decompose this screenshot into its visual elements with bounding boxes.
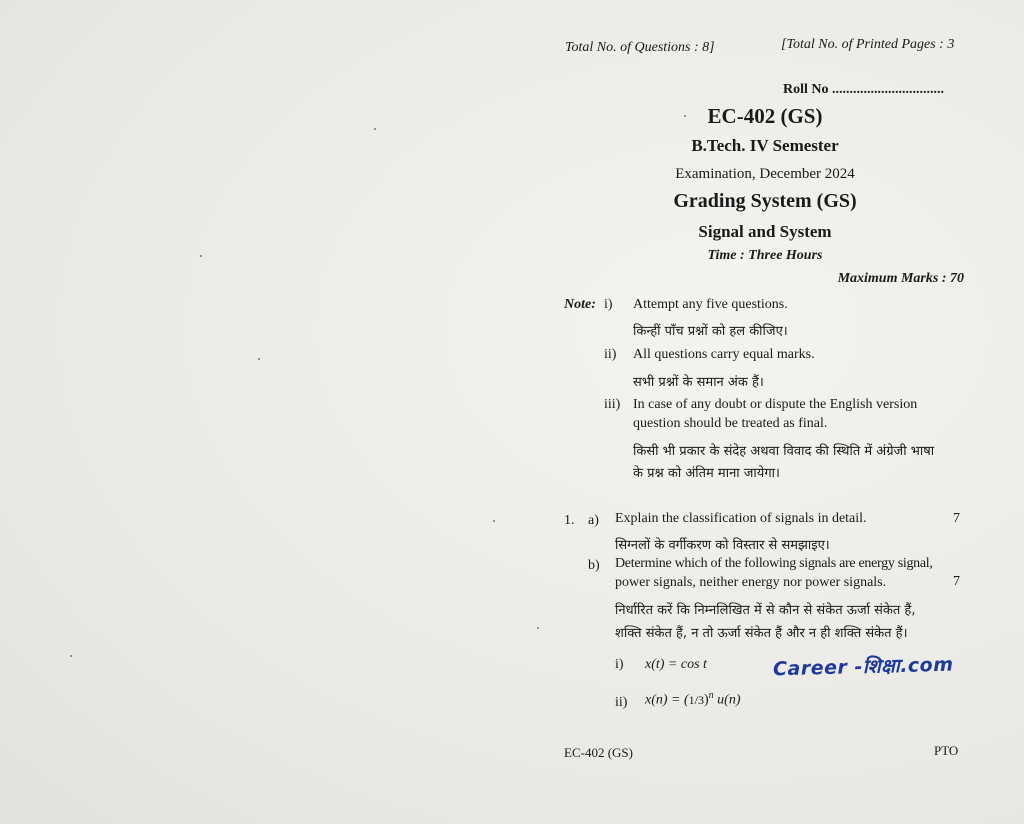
question-text-en: Determine which of the following signals are energy signal, bbox=[615, 556, 933, 571]
question-text-en: power signals, neither energy nor power signals. bbox=[615, 575, 887, 590]
career-shiksha-stamp: Career -शिक्षा.com bbox=[772, 653, 954, 681]
note-text-hi: किन्हीं पाँच प्रश्नों को हल कीजिए। bbox=[633, 324, 788, 339]
question-marks: 7 bbox=[953, 574, 960, 589]
note-label: Note: bbox=[564, 297, 596, 312]
question-text-en: Explain the classification of signals in detail. bbox=[615, 511, 867, 526]
question-text-hi: निर्धारित करें कि निम्नलिखित में से कौन से संकेत ऊर्जा संकेत हैं, bbox=[615, 603, 916, 618]
question-text-hi: सिग्नलों के वर्गीकरण को विस्तार से समझाइए। bbox=[615, 538, 830, 553]
part-label: b) bbox=[588, 558, 600, 573]
grading-system: Grading System (GS) bbox=[673, 190, 857, 212]
speck bbox=[374, 128, 376, 130]
footer-pto: PTO bbox=[934, 743, 959, 758]
note-text-en: In case of any doubt or dispute the English version bbox=[633, 397, 918, 412]
question-marks: 7 bbox=[953, 511, 960, 526]
question-number: 1. bbox=[564, 513, 575, 528]
note-text-en: Attempt any five questions. bbox=[633, 297, 788, 312]
speck bbox=[493, 520, 495, 522]
note-text-hi: के प्रश्न को अंतिम माना जायेगा। bbox=[633, 466, 780, 481]
maximum-marks: Maximum Marks : 70 bbox=[837, 271, 964, 286]
expr-exponent: n bbox=[708, 690, 714, 701]
course-title: B.Tech. IV Semester bbox=[691, 136, 839, 155]
exam-session: Examination, December 2024 bbox=[675, 166, 855, 182]
note-text-hi: किसी भी प्रकार के संदेह अथवा विवाद की स्थिति में अंग्रेजी भाषा bbox=[633, 444, 935, 459]
note-text-en: All questions carry equal marks. bbox=[633, 347, 815, 362]
note-text-hi: सभी प्रश्नों के समान अंक हैं। bbox=[633, 375, 764, 390]
speck bbox=[200, 255, 202, 257]
subpart-label: i) bbox=[615, 657, 624, 672]
speck bbox=[70, 655, 72, 657]
note-text-en: question should be treated as final. bbox=[633, 416, 828, 431]
signal-expression bbox=[645, 690, 741, 709]
expr-right: ) bbox=[704, 692, 709, 708]
note-num: i) bbox=[604, 297, 613, 312]
subpart-label: ii) bbox=[615, 695, 628, 710]
expr-tail: u(n) bbox=[713, 692, 741, 708]
expr-fraction: 1/3 bbox=[688, 692, 704, 707]
time-allowed: Time : Three Hours bbox=[707, 248, 823, 263]
subject-title: Signal and System bbox=[698, 222, 832, 241]
part-label: a) bbox=[588, 513, 599, 528]
total-questions: Total No. of Questions : 8] bbox=[565, 40, 715, 55]
note-num: iii) bbox=[604, 397, 621, 412]
paper-code: EC-402 (GS) bbox=[707, 104, 823, 128]
signal-expression: x(t) = cos t bbox=[645, 657, 707, 672]
question-text-hi: शक्ति संकेत हैं, न तो ऊर्जा संकेत हैं और न ही शक्ति संकेत हैं। bbox=[615, 626, 908, 641]
note-num: ii) bbox=[604, 347, 617, 362]
footer-paper-code: EC-402 (GS) bbox=[564, 745, 633, 760]
expr-left: x(n) = ( bbox=[645, 692, 689, 708]
speck bbox=[258, 358, 260, 360]
speck bbox=[537, 627, 539, 629]
roll-number-field: Roll No ................................ bbox=[783, 82, 944, 97]
total-printed-pages: [Total No. of Printed Pages : 3 bbox=[781, 37, 955, 52]
